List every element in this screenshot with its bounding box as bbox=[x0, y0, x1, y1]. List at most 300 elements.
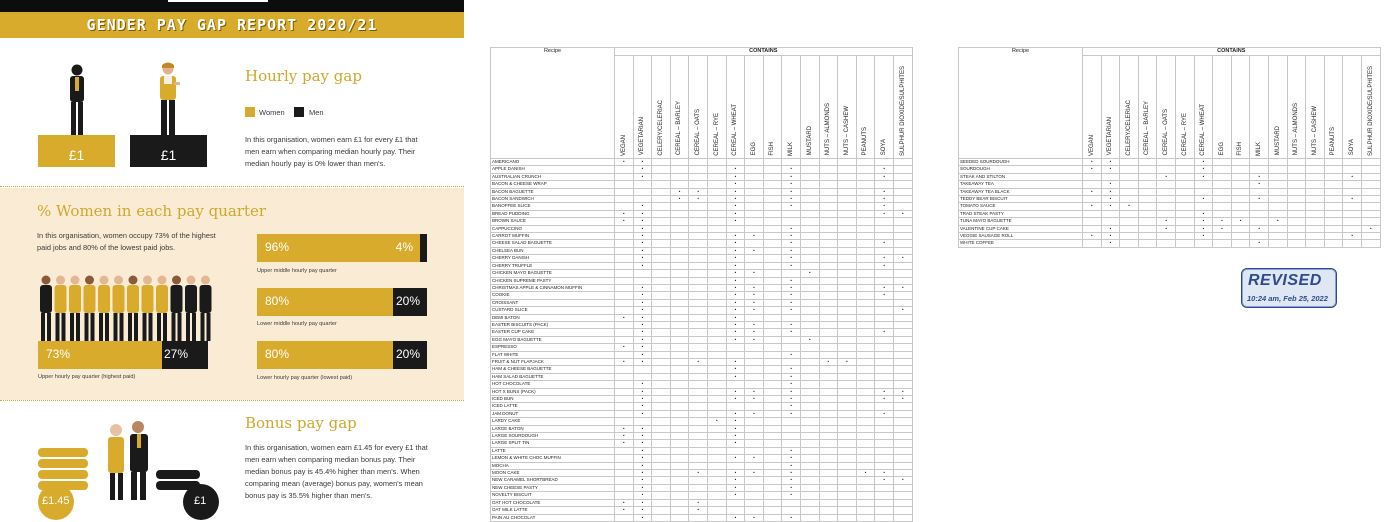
recipe-name: VALENTINE CUP CAKE bbox=[959, 225, 1083, 232]
recipe-name: TAKEAWAY TEA bbox=[959, 181, 1083, 188]
recipe-name: TRAD STEAK PASTY bbox=[959, 210, 1083, 217]
allergen-cell bbox=[856, 159, 875, 166]
allergen-cell bbox=[893, 403, 912, 410]
allergen-cell: • bbox=[745, 233, 764, 240]
allergen-cell bbox=[782, 344, 801, 351]
allergen-cell bbox=[670, 433, 689, 440]
allergen-cell bbox=[893, 336, 912, 343]
allergen-cell bbox=[838, 455, 857, 462]
allergen-cell bbox=[838, 292, 857, 299]
legend-men-swatch bbox=[294, 107, 304, 117]
allergen-cell bbox=[615, 188, 634, 195]
allergen-cell bbox=[875, 277, 894, 284]
allergen-cell bbox=[1268, 173, 1287, 180]
allergen-cell: • bbox=[875, 196, 894, 203]
lower-quarter-caption: Lower hourly pay quarter (lowest paid) bbox=[257, 375, 353, 381]
allergen-cell bbox=[689, 233, 708, 240]
allergen-cell bbox=[689, 440, 708, 447]
allergen-cell bbox=[670, 351, 689, 358]
allergen-cell bbox=[1361, 233, 1380, 240]
recipe-name: NOVELTY BISCUIT bbox=[491, 492, 615, 499]
allergen-cell: • bbox=[745, 299, 764, 306]
allergen-cell bbox=[652, 366, 671, 373]
allergen-cell: • bbox=[1101, 159, 1120, 166]
allergen-cell bbox=[763, 433, 782, 440]
column-header-label: NUTS – ALMONDS bbox=[825, 103, 832, 156]
allergen-cell bbox=[1157, 233, 1176, 240]
allergen-cell bbox=[1250, 210, 1269, 217]
allergen-cell bbox=[745, 181, 764, 188]
allergen-cell bbox=[1175, 166, 1194, 173]
allergen-cell bbox=[838, 188, 857, 195]
allergen-cell bbox=[707, 299, 726, 306]
allergen-cell bbox=[893, 240, 912, 247]
allergen-cell bbox=[1306, 173, 1325, 180]
allergen-cell bbox=[745, 477, 764, 484]
allergen-cell bbox=[819, 366, 838, 373]
allergen-cell: • bbox=[1361, 225, 1380, 232]
allergen-cell bbox=[800, 447, 819, 454]
allergen-cell bbox=[763, 166, 782, 173]
allergen-cell: • bbox=[633, 507, 652, 514]
allergen-cell bbox=[838, 196, 857, 203]
allergen-cell bbox=[819, 396, 838, 403]
recipe-name: LEMON & WHITE CHOC MUFFIN bbox=[491, 455, 615, 462]
allergen-cell bbox=[838, 314, 857, 321]
allergen-cell bbox=[670, 410, 689, 417]
allergen-cell bbox=[1194, 188, 1213, 195]
allergen-cell: • bbox=[633, 240, 652, 247]
recipe-name: OAT MILK LATTE bbox=[491, 507, 615, 514]
table-row bbox=[491, 403, 913, 410]
allergen-cell bbox=[819, 218, 838, 225]
allergen-cell: • bbox=[782, 396, 801, 403]
allergen-cell bbox=[819, 388, 838, 395]
allergen-cell bbox=[1361, 181, 1380, 188]
allergen-cell bbox=[670, 425, 689, 432]
allergen-cell bbox=[652, 262, 671, 269]
allergen-cell bbox=[875, 433, 894, 440]
recipe-name: HOT CHOCOLATE bbox=[491, 381, 615, 388]
allergen-cell bbox=[893, 344, 912, 351]
recipe-name: BACON SANDWICH bbox=[491, 196, 615, 203]
allergen-cell bbox=[633, 418, 652, 425]
allergen-cell bbox=[893, 447, 912, 454]
allergen-cell bbox=[745, 403, 764, 410]
allergen-cell bbox=[875, 321, 894, 328]
allergen-cell bbox=[875, 307, 894, 314]
allergen-cell bbox=[652, 270, 671, 277]
allergen-cell bbox=[819, 255, 838, 262]
allergen-cell bbox=[689, 514, 708, 521]
allergen-cell bbox=[819, 299, 838, 306]
allergen-cell bbox=[670, 358, 689, 365]
allergen-cell bbox=[1120, 173, 1139, 180]
allergen-cell bbox=[670, 270, 689, 277]
allergen-cell: • bbox=[633, 336, 652, 343]
allergen-cell bbox=[707, 292, 726, 299]
allergen-cell bbox=[707, 210, 726, 217]
allergen-cell bbox=[726, 403, 745, 410]
table-row bbox=[491, 262, 913, 269]
recipe-name: TUNA MAYO BAGUETTE bbox=[959, 218, 1083, 225]
allergen-cell bbox=[1120, 233, 1139, 240]
allergen-cell bbox=[652, 225, 671, 232]
allergen-cell bbox=[689, 270, 708, 277]
allergen-cell bbox=[1250, 188, 1269, 195]
allergen-cell bbox=[615, 233, 634, 240]
allergen-cell bbox=[689, 218, 708, 225]
allergen-cell bbox=[838, 440, 857, 447]
allergen-cell bbox=[856, 203, 875, 210]
allergen-cell bbox=[652, 373, 671, 380]
allergen-cell bbox=[819, 159, 838, 166]
column-header bbox=[1343, 56, 1362, 159]
allergen-cell bbox=[800, 410, 819, 417]
allergen-cell: • bbox=[1250, 173, 1269, 180]
column-header bbox=[763, 56, 782, 159]
allergen-cell bbox=[615, 336, 634, 343]
recipe-name: CHERRY TRUFFLE bbox=[491, 262, 615, 269]
allergen-cell bbox=[800, 373, 819, 380]
report-title: GENDER PAY GAP REPORT 2020/21 bbox=[86, 16, 378, 34]
allergen-cell: • bbox=[745, 292, 764, 299]
allergen-cell bbox=[856, 403, 875, 410]
allergen-cell bbox=[763, 255, 782, 262]
allergen-cell bbox=[819, 233, 838, 240]
allergen-cell bbox=[745, 196, 764, 203]
allergen-cell bbox=[819, 188, 838, 195]
allergen-cell bbox=[707, 447, 726, 454]
allergen-cell bbox=[838, 247, 857, 254]
allergen-cell bbox=[689, 410, 708, 417]
allergen-cell bbox=[689, 462, 708, 469]
allergen-cell bbox=[689, 284, 708, 291]
allergen-cell bbox=[1324, 203, 1343, 210]
allergen-cell bbox=[689, 388, 708, 395]
allergen-cell bbox=[1306, 218, 1325, 225]
allergen-cell bbox=[670, 181, 689, 188]
recipe-name: EASTER CUP CAKE bbox=[491, 329, 615, 336]
recipe-name: NEW CHEESE PASTY bbox=[491, 484, 615, 491]
allergen-cell bbox=[819, 410, 838, 417]
allergen-cell bbox=[875, 484, 894, 491]
allergen-cell bbox=[875, 425, 894, 432]
lower-middle-men-label: 20% bbox=[395, 294, 420, 308]
allergen-cell bbox=[1306, 203, 1325, 210]
allergen-cell: • bbox=[726, 203, 745, 210]
column-header bbox=[615, 56, 634, 159]
allergen-cell bbox=[1231, 240, 1250, 247]
allergen-cell: • bbox=[745, 336, 764, 343]
allergen-cell bbox=[856, 477, 875, 484]
allergen-cell bbox=[726, 447, 745, 454]
allergen-cell bbox=[1361, 173, 1380, 180]
allergen-cell bbox=[707, 270, 726, 277]
allergen-cell bbox=[838, 225, 857, 232]
allergen-cell bbox=[782, 507, 801, 514]
allergen-cell bbox=[838, 344, 857, 351]
allergen-cell bbox=[689, 336, 708, 343]
allergen-cell bbox=[745, 188, 764, 195]
upper-middle-men-fill bbox=[420, 234, 427, 262]
allergen-cell bbox=[838, 484, 857, 491]
column-header-label: CEREAL – BARLEY bbox=[1144, 101, 1151, 156]
allergen-cell bbox=[838, 255, 857, 262]
table-row bbox=[491, 173, 913, 180]
allergen-cell: • bbox=[633, 210, 652, 217]
allergen-cell bbox=[1361, 240, 1380, 247]
allergen-cell bbox=[689, 455, 708, 462]
allergen-cell bbox=[615, 462, 634, 469]
allergen-cell bbox=[707, 403, 726, 410]
allergen-cell bbox=[838, 514, 857, 521]
allergen-cell bbox=[856, 381, 875, 388]
allergen-cell: • bbox=[726, 396, 745, 403]
allergen-cell: • bbox=[633, 173, 652, 180]
allergen-cell bbox=[615, 366, 634, 373]
allergen-cell bbox=[670, 233, 689, 240]
allergen-cell bbox=[689, 321, 708, 328]
allergen-cell bbox=[856, 173, 875, 180]
allergen-cell bbox=[800, 433, 819, 440]
allergen-cell bbox=[800, 218, 819, 225]
allergen-cell bbox=[652, 181, 671, 188]
allergen-cell bbox=[615, 455, 634, 462]
allergen-cell bbox=[615, 284, 634, 291]
allergen-cell bbox=[856, 462, 875, 469]
allergen-cell: • bbox=[782, 225, 801, 232]
allergen-cell bbox=[893, 159, 912, 166]
allergen-cell bbox=[1361, 188, 1380, 195]
allergen-cell bbox=[652, 403, 671, 410]
allergen-cell bbox=[856, 351, 875, 358]
allergen-cell bbox=[1306, 240, 1325, 247]
allergen-cell: • bbox=[1194, 196, 1213, 203]
table-row bbox=[491, 470, 913, 477]
allergen-cell: • bbox=[875, 410, 894, 417]
allergen-cell bbox=[689, 381, 708, 388]
allergen-cell bbox=[856, 255, 875, 262]
allergen-cell bbox=[652, 299, 671, 306]
woman-figure bbox=[108, 424, 124, 500]
allergen-cell bbox=[893, 181, 912, 188]
allergen-cell bbox=[615, 351, 634, 358]
section-divider-top bbox=[0, 186, 464, 187]
allergen-cell bbox=[1101, 173, 1120, 180]
allergen-cell: • bbox=[782, 410, 801, 417]
allergen-cell bbox=[1268, 166, 1287, 173]
allergen-cell bbox=[615, 247, 634, 254]
allergen-cell bbox=[689, 433, 708, 440]
allergen-cell bbox=[1268, 159, 1287, 166]
table-row bbox=[959, 233, 1381, 240]
table-row bbox=[959, 181, 1381, 188]
allergen-cell: • bbox=[726, 307, 745, 314]
recipe-name: BREAD PUDDING bbox=[491, 210, 615, 217]
allergen-cell: • bbox=[1343, 173, 1362, 180]
allergen-cell bbox=[782, 499, 801, 506]
gender-pay-gap-report bbox=[0, 0, 464, 507]
allergen-cell: • bbox=[782, 373, 801, 380]
allergen-cell bbox=[838, 366, 857, 373]
allergen-cell bbox=[800, 262, 819, 269]
allergen-cell bbox=[652, 462, 671, 469]
column-header bbox=[1157, 56, 1176, 159]
column-header bbox=[1101, 56, 1120, 159]
staff-figure bbox=[55, 276, 67, 342]
allergen-cell bbox=[670, 499, 689, 506]
allergen-cell bbox=[615, 299, 634, 306]
allergen-cell bbox=[707, 233, 726, 240]
recipe-name: HAM SALAD BAGUETTE bbox=[491, 373, 615, 380]
table-row bbox=[491, 344, 913, 351]
allergen-cell: • bbox=[726, 240, 745, 247]
allergen-cell bbox=[689, 351, 708, 358]
table-row bbox=[491, 507, 913, 514]
allergen-cell bbox=[1343, 188, 1362, 195]
table-row bbox=[491, 484, 913, 491]
column-header-label: NUTS – CASHEW bbox=[843, 106, 850, 156]
allergen-cell: • bbox=[726, 277, 745, 284]
column-header-label: EGG bbox=[750, 142, 757, 156]
allergen-cell bbox=[800, 440, 819, 447]
recipe-name: APPLE DANISH bbox=[491, 166, 615, 173]
allergen-cell: • bbox=[726, 270, 745, 277]
allergen-cell bbox=[689, 181, 708, 188]
allergen-cell: • bbox=[615, 210, 634, 217]
allergen-cell: • bbox=[1120, 203, 1139, 210]
recipe-name: HAM & CHEESE BAGUETTE bbox=[491, 366, 615, 373]
allergen-cell: • bbox=[689, 499, 708, 506]
allergen-cell bbox=[615, 255, 634, 262]
lower-quarter-women-label: 80% bbox=[265, 347, 290, 361]
allergen-cell bbox=[1138, 203, 1157, 210]
allergen-cell bbox=[745, 484, 764, 491]
column-header bbox=[856, 56, 875, 159]
allergen-cell bbox=[707, 196, 726, 203]
table-row bbox=[491, 166, 913, 173]
table-row bbox=[491, 358, 913, 365]
allergen-cell: • bbox=[782, 447, 801, 454]
staff-crowd-illustration bbox=[36, 272, 214, 342]
allergen-cell: • bbox=[726, 388, 745, 395]
recipe-name: CUSTARD SLICE bbox=[491, 307, 615, 314]
column-header bbox=[1361, 56, 1380, 159]
allergen-cell bbox=[1138, 210, 1157, 217]
allergen-cell bbox=[745, 381, 764, 388]
allergen-cell bbox=[1175, 240, 1194, 247]
allergen-cell bbox=[1101, 210, 1120, 217]
allergen-cell bbox=[782, 433, 801, 440]
recipe-name: CHICKEN SUPREME PASTY bbox=[491, 277, 615, 284]
allergen-cell bbox=[1213, 210, 1232, 217]
allergen-cell: • bbox=[875, 166, 894, 173]
allergen-cell bbox=[670, 381, 689, 388]
allergen-cell bbox=[763, 196, 782, 203]
allergen-cell bbox=[615, 373, 634, 380]
column-header bbox=[800, 56, 819, 159]
recipe-name: STEAK AND STILTON bbox=[959, 173, 1083, 180]
allergen-cell bbox=[689, 307, 708, 314]
allergen-cell: • bbox=[726, 321, 745, 328]
allergen-cell bbox=[707, 477, 726, 484]
allergen-cell bbox=[689, 166, 708, 173]
allergen-cell: • bbox=[893, 255, 912, 262]
allergen-cell bbox=[1120, 181, 1139, 188]
allergen-cell bbox=[800, 299, 819, 306]
allergen-cell bbox=[707, 173, 726, 180]
allergen-cell: • bbox=[1083, 203, 1102, 210]
allergen-cell bbox=[707, 329, 726, 336]
allergen-cell: • bbox=[1083, 233, 1102, 240]
allergen-sheet-2 bbox=[958, 0, 1382, 500]
allergen-cell: • bbox=[726, 173, 745, 180]
allergen-cell bbox=[875, 373, 894, 380]
column-header bbox=[670, 56, 689, 159]
allergen-cell: • bbox=[1194, 210, 1213, 217]
allergen-cell bbox=[707, 344, 726, 351]
column-header bbox=[1250, 56, 1269, 159]
allergen-cell bbox=[856, 433, 875, 440]
allergen-cell bbox=[689, 425, 708, 432]
allergen-cell bbox=[856, 270, 875, 277]
allergen-cell bbox=[763, 329, 782, 336]
allergen-cell bbox=[819, 455, 838, 462]
allergen-cell bbox=[670, 396, 689, 403]
allergen-cell: • bbox=[1101, 225, 1120, 232]
allergen-cell: • bbox=[633, 514, 652, 521]
allergen-cell bbox=[1268, 181, 1287, 188]
allergen-cell bbox=[1175, 173, 1194, 180]
recipe-name: LARGE SOURDOUGH bbox=[491, 433, 615, 440]
allergen-cell bbox=[1138, 173, 1157, 180]
allergen-cell bbox=[1120, 196, 1139, 203]
allergen-cell bbox=[819, 462, 838, 469]
allergen-cell bbox=[856, 329, 875, 336]
upper-middle-men-label: 4% bbox=[395, 240, 413, 254]
allergen-cell bbox=[745, 462, 764, 469]
allergen-cell bbox=[707, 514, 726, 521]
allergen-cell bbox=[670, 462, 689, 469]
column-header bbox=[1231, 56, 1250, 159]
allergen-cell bbox=[856, 292, 875, 299]
allergen-cell bbox=[652, 440, 671, 447]
allergen-cell: • bbox=[745, 410, 764, 417]
column-header bbox=[1138, 56, 1157, 159]
recipe-name: LATTE bbox=[491, 447, 615, 454]
allergen-cell bbox=[893, 440, 912, 447]
allergen-cell bbox=[1175, 210, 1194, 217]
allergen-cell bbox=[763, 307, 782, 314]
allergen-cell: • bbox=[633, 425, 652, 432]
allergen-cell bbox=[800, 462, 819, 469]
allergen-cell bbox=[800, 329, 819, 336]
table-row bbox=[491, 336, 913, 343]
allergen-table-2 bbox=[958, 47, 1381, 248]
recipe-name: FRUIT & NUT FLAPJACK bbox=[491, 358, 615, 365]
allergen-cell bbox=[1083, 210, 1102, 217]
recipe-name: AUSTRALIAN CRUNCH bbox=[491, 173, 615, 180]
allergen-cell: • bbox=[745, 284, 764, 291]
allergen-cell bbox=[800, 166, 819, 173]
allergen-cell: • bbox=[633, 381, 652, 388]
allergen-cell: • bbox=[726, 470, 745, 477]
allergen-cell: • bbox=[726, 373, 745, 380]
allergen-cell: • bbox=[875, 284, 894, 291]
allergen-cell: • bbox=[615, 344, 634, 351]
allergen-cell: • bbox=[782, 299, 801, 306]
